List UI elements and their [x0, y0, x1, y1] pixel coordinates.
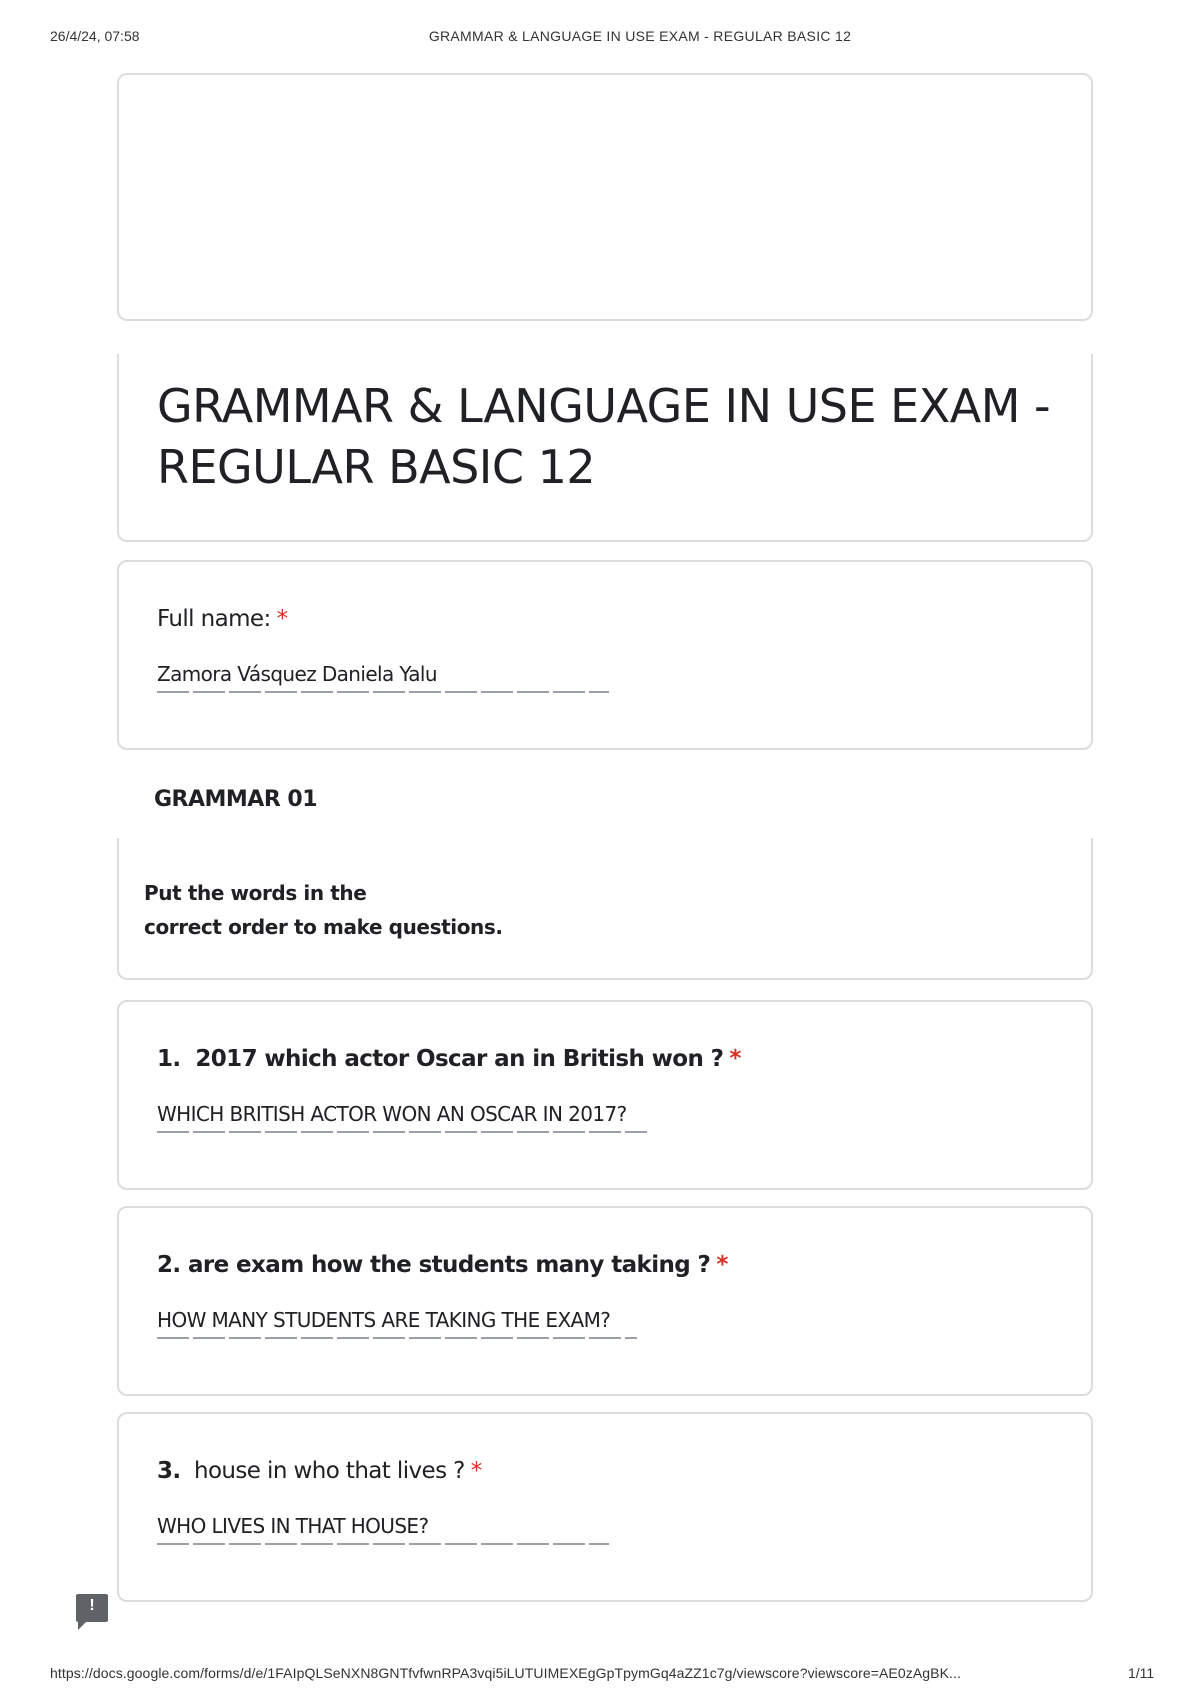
question-1-label: 1. 2017 which actor Oscar an in British won ? *: [157, 1046, 741, 1072]
required-asterisk: *: [716, 1252, 728, 1278]
question-2-answer[interactable]: HOW MANY STUDENTS ARE TAKING THE EXAM?: [157, 1308, 611, 1332]
question-1-card: [117, 1000, 1093, 1190]
full-name-answer[interactable]: Zamora Vásquez Daniela Yalu: [157, 662, 437, 686]
question-2-label: 2. are exam how the students many taking ? *: [157, 1252, 728, 1278]
page-number: 1/11: [1128, 1665, 1155, 1681]
feedback-icon[interactable]: !: [76, 1594, 108, 1622]
section-title: GRAMMAR 01: [154, 787, 318, 812]
answer-underline: [157, 691, 609, 693]
print-title: GRAMMAR & LANGUAGE IN USE EXAM - REGULAR BASIC 12: [428, 28, 852, 44]
print-url: https://docs.google.com/forms/d/e/1FAIpQLSeNXN8GNTfvfwnRPA3vqi5iLUTUIMEXEgGpTpymGq4aZZ1c7g/viewscore?viewscore=AE0zAgBK...: [50, 1665, 962, 1681]
question-3-card: [117, 1412, 1093, 1602]
print-header: [0, 28, 1200, 48]
form-title-card: [117, 354, 1093, 542]
print-date: 26/4/24, 07:58: [50, 28, 140, 44]
question-1-answer[interactable]: WHICH BRITISH ACTOR WON AN OSCAR IN 2017?: [157, 1102, 627, 1126]
section-instruction: Put the words in the correct order to make questions.: [144, 881, 503, 939]
form-title: GRAMMAR & LANGUAGE IN USE EXAM - REGULAR BASIC 12: [157, 379, 1051, 494]
answer-underline: [157, 1337, 637, 1339]
required-asterisk: *: [470, 1458, 482, 1484]
section-description-card: [117, 838, 1093, 980]
header-banner: [117, 73, 1093, 321]
answer-underline: [157, 1131, 647, 1133]
question-full-name: [117, 560, 1093, 750]
question-3-label: 3. house in who that lives ? *: [157, 1458, 482, 1484]
question-2-card: [117, 1206, 1093, 1396]
answer-underline: [157, 1543, 609, 1545]
question-3-answer[interactable]: WHO LIVES IN THAT HOUSE?: [157, 1514, 429, 1538]
required-asterisk: *: [729, 1046, 741, 1072]
required-asterisk: *: [276, 606, 288, 632]
full-name-label: Full name: *: [157, 606, 288, 632]
